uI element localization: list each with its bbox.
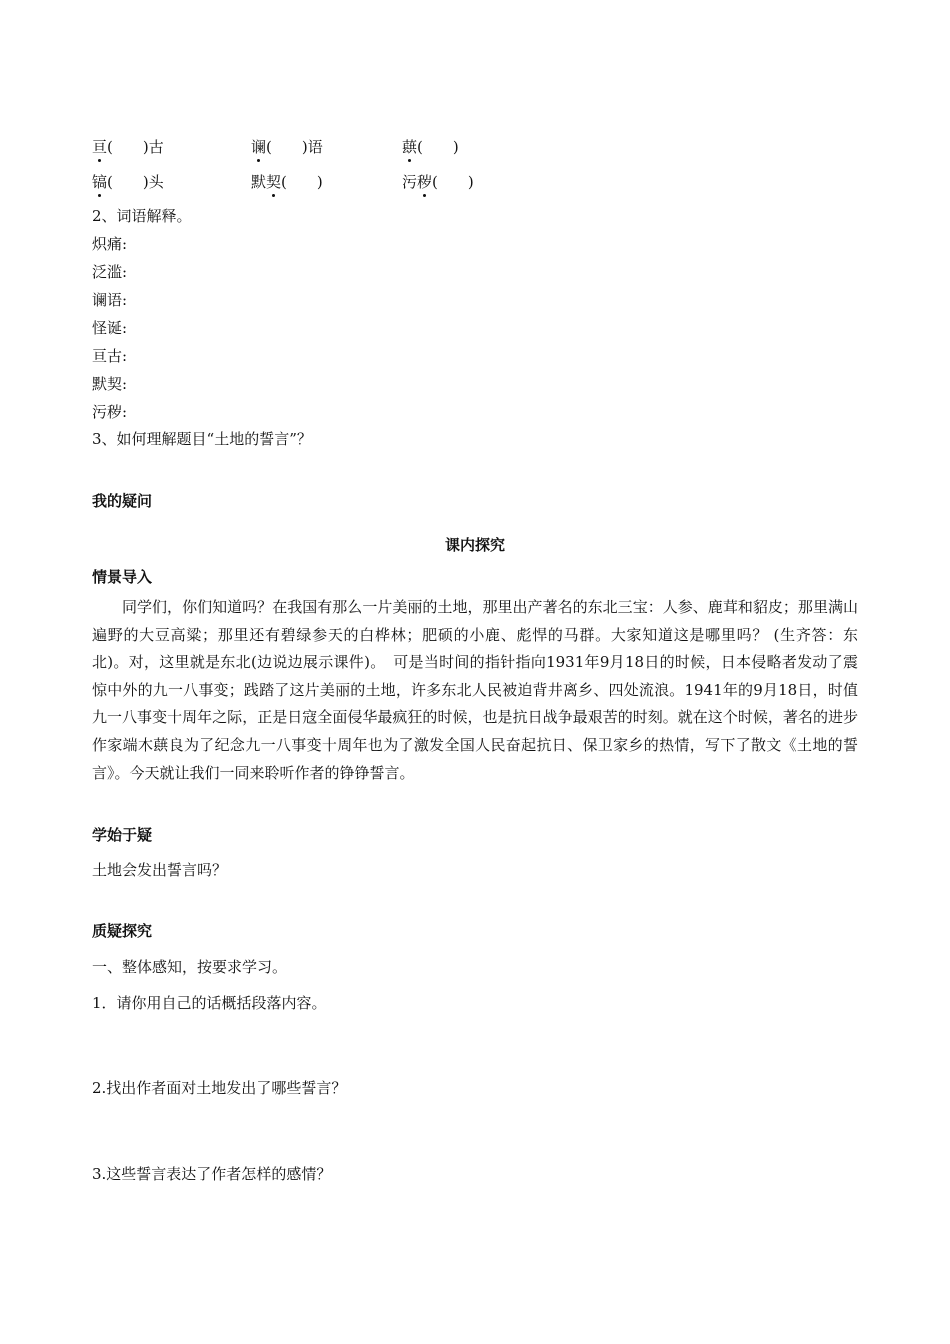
dotted-char: 镐 [92, 173, 108, 191]
term-3: 谰语: [92, 291, 128, 309]
learn-question: 土地会发出誓言吗？ [92, 861, 228, 879]
explore-heading: 质疑探究 [92, 922, 153, 940]
term-4: 怪诞: [92, 319, 128, 337]
pinyin-item-4: 镐( )头 [92, 173, 164, 191]
term-1: 炽痛: [92, 235, 128, 253]
term-6: 默契: [92, 375, 128, 393]
intro-heading: 情景导入 [92, 568, 153, 586]
section-title: 课内探究 [444, 536, 505, 554]
question-3-title: 3、如何理解题目“土地的誓言”？ [92, 430, 312, 448]
explore-item-0: 一、整体感知，按要求学习。 [92, 958, 288, 976]
pinyin-item-2: 谰( )语 [251, 138, 323, 156]
pinyin-item-6: 污秽( ) [402, 173, 474, 191]
term-7: 污秽: [92, 403, 128, 421]
question-2-title: 2、词语解释。 [92, 207, 192, 225]
dotted-char: 谰 [251, 138, 267, 156]
term-2: 泛滥: [92, 263, 128, 281]
dotted-char: 契 [266, 173, 282, 191]
my-doubts-heading: 我的疑问 [92, 492, 153, 510]
pinyin-item-5: 默契( ) [251, 173, 323, 191]
dotted-char: 亘 [92, 138, 108, 156]
pinyin-item-3: 蕻( ) [402, 138, 459, 156]
pinyin-item-1: 亘( )古 [92, 138, 164, 156]
dotted-char: 秽 [417, 173, 433, 191]
explore-item-3: 3.这些誓言表达了作者怎样的感情？ [92, 1165, 332, 1183]
explore-item-1: 1．请你用自己的话概括段落内容。 [92, 994, 327, 1012]
term-5: 亘古: [92, 347, 128, 365]
intro-paragraph: 同学们，你们知道吗？在我国有那么一片美丽的土地，那里出产著名的东北三宝：人参、鹿茸和貂皮；那里满山遍野的大豆高粱；那里还有碧绿参天的白桦林；肥硕的小鹿、彪悍的马群。大家知道这是哪里吗？ (生齐答：东北)。对，这里就是东北(边说边展示课件)。 可是当时间的指针指向1931年9月18日的时候，日本侵略者发动了震惊中外的九一八事变；践踏了这片美丽的土地，许多东北人民被迫背井离乡、四处流浪。1941年的9月18日，时值九一八事变十周年之际，正是日寇全面侵华最疯狂的时候，也是抗日战争最艰苦的时刻。就在这个时候，著名的进步作家端木蕻良为了纪念九一八事变十周年也为了激发全国人民奋起抗日、保卫家乡的热情，写下了散文《土地的誓言》。今天就让我们一同来聆听作者的铮铮誓言。 [92, 598, 858, 782]
dotted-char: 蕻 [402, 138, 418, 156]
learn-heading: 学始于疑 [92, 826, 153, 844]
explore-item-2: 2.找出作者面对土地发出了哪些誓言？ [92, 1079, 347, 1097]
